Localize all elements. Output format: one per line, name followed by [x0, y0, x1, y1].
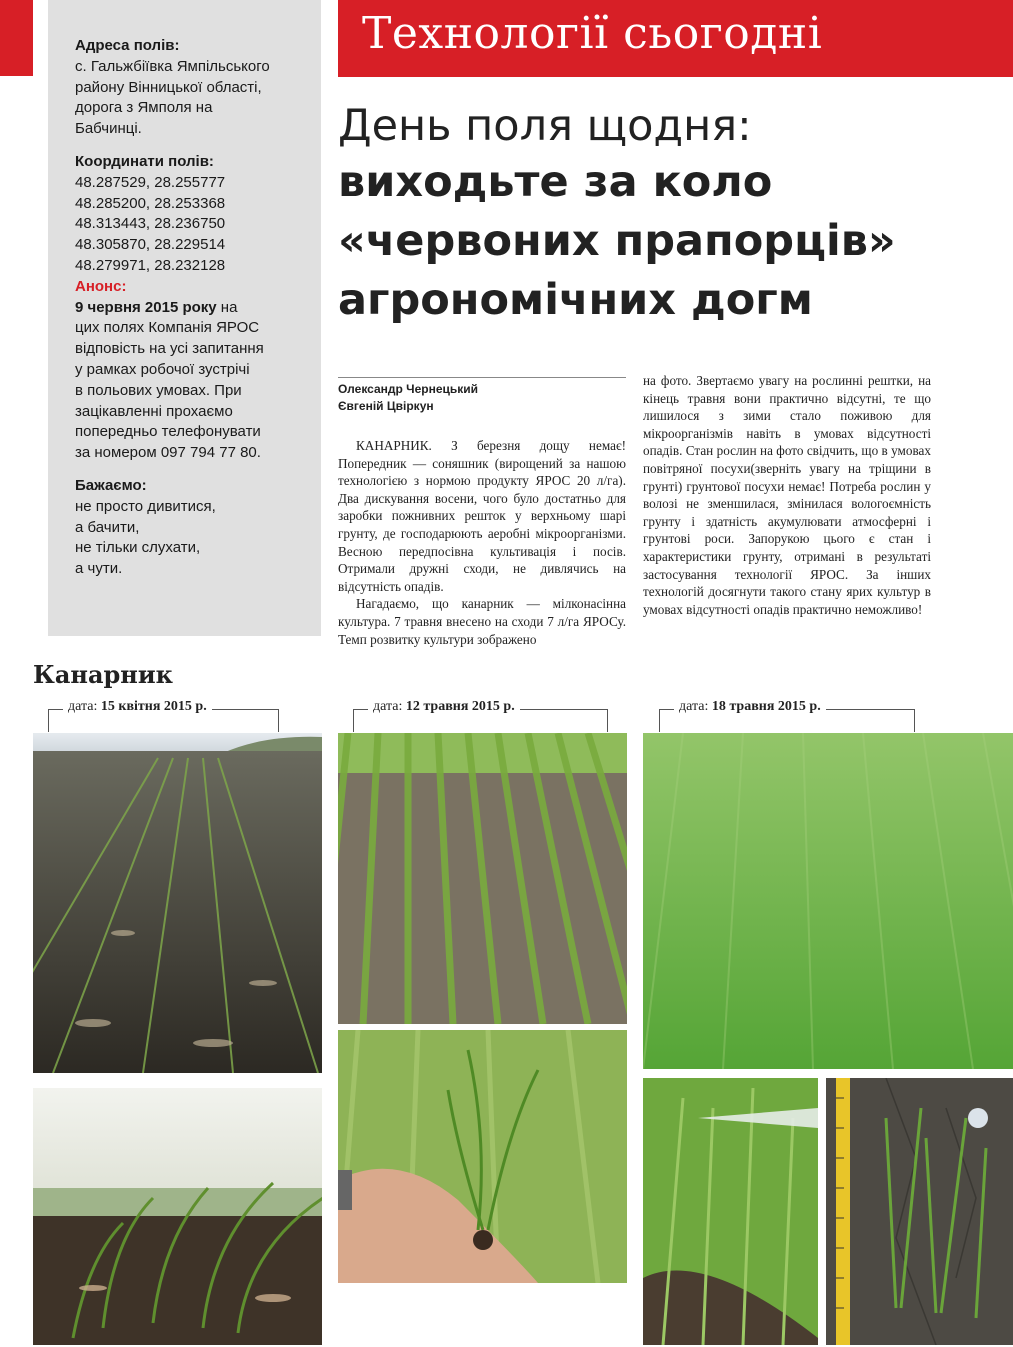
announce-heading: Анонс: — [75, 277, 127, 295]
announce-line: цих полях Компанія ЯРОС — [75, 319, 260, 337]
coord-line: 48.287529, 28.255777 — [75, 173, 226, 191]
announce-line: попередньо телефонувати — [75, 423, 261, 441]
article-paragraph: на фото. Звертаємо увагу на рослинні рештки, на кінець травня вони практично відсутні, те що лишилося з зими стало поживою для мікроорганізмів навіть в умовах відсутності опадів. Стан рослин на фото свідчить, що в умовах повітряної посухи(зверніть увагу на тріщини в грунті) грунтової посухи немає! Потреба рослин у волозі не зменшилася, змінилася вологоємність грунту і здатність акумулювати атмосферні і грунтові роси. Запорукою цього є стан і характеристики грунту, отримані в результаті застосування технології ЯРОС. За інших технологій досягнути такого стану ярих культур в умовах відсутності опадів практично неможливо! — [643, 373, 931, 617]
photo-field-may12-rows — [338, 733, 627, 1024]
coord-line: 48.313443, 28.236750 — [75, 215, 226, 233]
coords-heading: Координати полів: — [75, 152, 214, 170]
wish-line: не тільки слухати, — [75, 539, 201, 557]
info-sidebar — [48, 0, 321, 636]
announce-date: 9 червня 2015 року — [75, 298, 217, 316]
date-bracket — [48, 699, 279, 732]
wish-line: а чути. — [75, 560, 123, 578]
announce-line: у рамках робочої зустрічі — [75, 360, 250, 378]
date-value: 18 травня 2015 р. — [711, 699, 821, 714]
photo-seedlings-closeup — [33, 1088, 322, 1345]
photo-plants-with-ruler — [826, 1078, 1013, 1345]
wish-heading: Бажаємо: — [75, 476, 147, 494]
banner-title: Технології сьогодні — [362, 8, 823, 59]
date-prefix: дата: — [373, 699, 406, 714]
date-bracket — [353, 699, 608, 732]
article-column-1 — [338, 437, 626, 648]
coord-line: 48.279971, 28.232128 — [75, 256, 226, 274]
section-banner — [338, 0, 1013, 77]
date-caption — [674, 699, 826, 715]
date-caption — [368, 699, 520, 715]
address-line: с. Гальжбіївка Ямпільського — [75, 57, 270, 75]
coord-line: 48.305870, 28.229514 — [75, 236, 226, 254]
address-line: району Вінницької області, — [75, 78, 262, 96]
article-headline — [338, 100, 998, 330]
announce-line: зацікавленні прохаємо — [75, 402, 233, 420]
photo-hand-holding-seedling — [338, 1030, 627, 1283]
date-value: 12 травня 2015 р. — [405, 699, 515, 714]
address-line: дорога з Ямполя на — [75, 99, 213, 117]
announce-line: за номером 097 794 77 80. — [75, 444, 261, 462]
article-paragraph: Нагадаємо, що канарник — мілконасінна культура. 7 травня внесено на сходи 7 л/га ЯРОСу. Темп розвитку культури зображено — [338, 596, 626, 647]
announce-line: відповість на усі запитання — [75, 340, 264, 358]
article-paragraph: КАНАРНИК. З березня дощу немає! Попередник — соняшник (вирощений за нашою технологією з нормою продукту ЯРОС 20 л/га). Два дискування восени, чого було достатньо для заробки пожнивних решток у верхньому шарі грунту, де господарюють аеробні мікроорганізми. Весною передпосівна культивація і посів. Отримали дружні сходи, не дивлячись на відсутність опадів. — [338, 438, 626, 594]
wish-line: а бачити, — [75, 518, 140, 536]
wish-line: не просто дивитися, — [75, 497, 216, 515]
coord-line: 48.285200, 28.253368 — [75, 194, 226, 212]
headline-line: виходьте за коло — [338, 157, 773, 207]
date-prefix: дата: — [68, 699, 101, 714]
author-name: Олександр Чернецький — [338, 382, 479, 396]
announce-line: в польових умовах. При — [75, 381, 242, 399]
headline-line: День поля щодня: — [338, 101, 752, 151]
date-prefix: дата: — [679, 699, 712, 714]
byline — [338, 381, 478, 415]
date-value: 15 квітня 2015 р. — [100, 699, 207, 714]
article-column-2 — [643, 372, 931, 618]
byline-rule — [338, 377, 626, 378]
photo-plant-rows-closeup — [643, 1078, 818, 1345]
address-line: Бабчинці. — [75, 120, 142, 138]
red-edge-marker — [0, 0, 33, 76]
photo-section-label: Канарник — [33, 660, 173, 689]
address-heading: Адреса полів: — [75, 37, 180, 54]
announce-line — [75, 298, 315, 319]
headline-line: агрономічних догм — [338, 275, 813, 325]
author-name: Євгеній Цвіркун — [338, 399, 434, 413]
announce-text: на — [216, 298, 238, 316]
date-caption — [63, 699, 212, 715]
headline-line: «червоних прапорців» — [338, 216, 896, 266]
date-bracket — [659, 699, 915, 732]
photo-field-may18-dense — [643, 733, 1013, 1069]
photo-field-april-rows — [33, 733, 322, 1073]
